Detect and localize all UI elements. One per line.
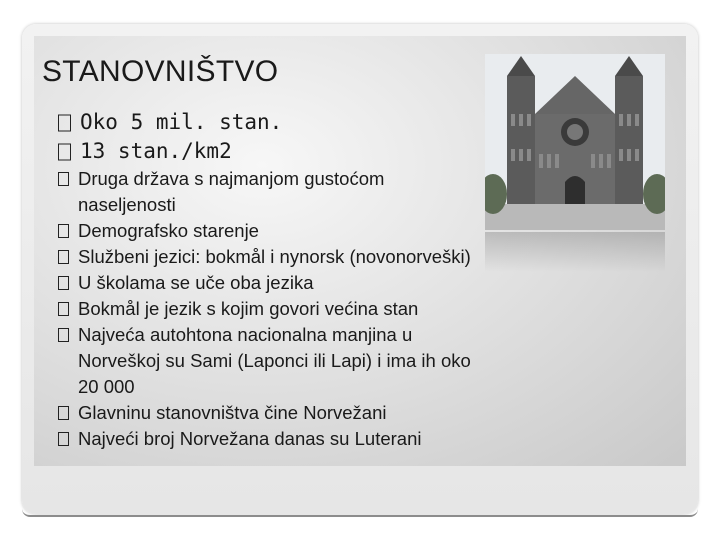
bullet-line: naseljenosti bbox=[78, 194, 176, 215]
slide-title: STANOVNIŠTVO bbox=[42, 55, 279, 88]
bullet-text: 13 stan./km2 bbox=[80, 139, 232, 163]
bullet-marker-icon bbox=[58, 328, 69, 342]
bullet-sami bbox=[58, 322, 558, 400]
bullet-languages bbox=[58, 244, 558, 270]
bullet-marker-icon bbox=[58, 172, 69, 186]
bullet-line: Službeni jezici: bokmål i nynorsk (novonorveški) bbox=[78, 246, 471, 267]
bullet-marker-icon bbox=[58, 276, 69, 290]
bullet-line: Demografsko starenje bbox=[78, 220, 259, 241]
bullet-aging bbox=[58, 218, 558, 244]
bullet-text: Oko 5 mil. stan. bbox=[80, 110, 283, 134]
bullet-marker-icon bbox=[58, 114, 71, 131]
bullet-marker-icon bbox=[58, 143, 71, 160]
bullet-line: Najveći broj Norvežana danas su Luterani bbox=[78, 428, 422, 449]
bullet-line: Bokmål je jezik s kojim govori većina stan bbox=[78, 298, 419, 319]
bullet-line: U školama se uče oba jezika bbox=[78, 272, 314, 293]
bullet-marker-icon bbox=[58, 224, 69, 238]
bullet-marker-icon bbox=[58, 302, 69, 316]
bullet-bokmal bbox=[58, 296, 558, 322]
bullet-lutherans bbox=[58, 426, 558, 452]
bullet-schools bbox=[58, 270, 558, 296]
bullet-line: Glavninu stanovništva čine Norvežani bbox=[78, 402, 387, 423]
frame-bottom-line bbox=[22, 509, 698, 517]
bullet-marker-icon bbox=[58, 432, 69, 446]
bullet-list bbox=[58, 108, 558, 452]
bullet-norwegians bbox=[58, 400, 558, 426]
bullet-line: Najveća autohtona nacionalna manjina u bbox=[78, 324, 413, 345]
bullet-line: Druga država s najmanjom gustoćom bbox=[78, 168, 385, 189]
bullet-population bbox=[58, 108, 558, 137]
bullet-line: Norveškoj su Sami (Laponci ili Lapi) i ima ih oko bbox=[78, 350, 471, 371]
bullet-line: 20 000 bbox=[78, 376, 135, 397]
bullet-density-rank bbox=[58, 166, 558, 218]
bullet-marker-icon bbox=[58, 406, 69, 420]
bullet-density bbox=[58, 137, 558, 166]
bullet-marker-icon bbox=[58, 250, 69, 264]
